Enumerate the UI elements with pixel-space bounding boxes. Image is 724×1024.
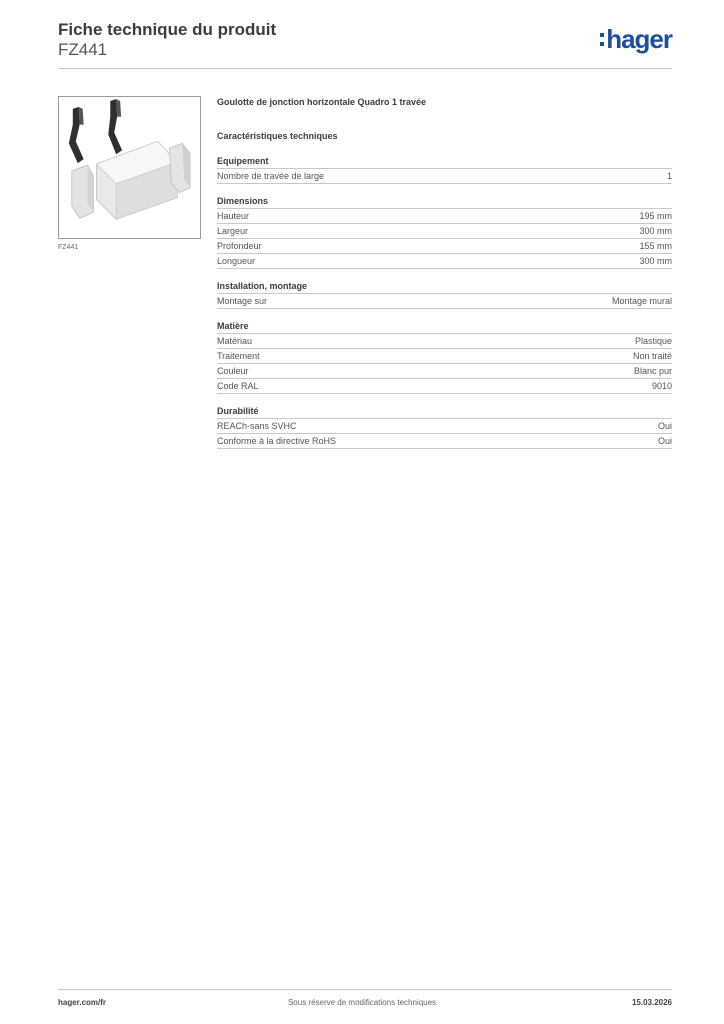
spec-row <box>217 253 672 269</box>
spec-value: 155 mm <box>639 241 672 251</box>
footer-date: 15.03.2026 <box>631 998 672 1007</box>
spec-label: Couleur <box>217 366 249 376</box>
spec-row <box>217 418 672 433</box>
spec-value: Oui <box>657 421 672 431</box>
image-caption: FZ441 <box>58 244 79 251</box>
spec-row <box>217 168 672 184</box>
spec-group-durabilite <box>217 405 672 449</box>
spec-row <box>217 238 672 253</box>
group-title: Installation, montage <box>217 281 308 291</box>
spec-label: Montage sur <box>217 296 268 306</box>
spec-value: Oui <box>657 436 672 446</box>
spec-group-dimensions <box>217 195 672 269</box>
spec-value: 9010 <box>651 381 672 391</box>
spec-row <box>217 208 672 223</box>
spec-row <box>217 223 672 238</box>
spec-row <box>217 348 672 363</box>
spec-value: 195 mm <box>639 211 672 221</box>
spec-group-equipement <box>217 155 672 184</box>
spec-value: 300 mm <box>639 256 672 266</box>
spec-value: Plastique <box>634 336 672 346</box>
cable-trunking-junction-illustration <box>59 97 200 238</box>
footer-disclaimer: Sous réserve de modifications techniques <box>287 998 437 1007</box>
spec-group-matiere <box>217 320 672 394</box>
spec-label: Matériau <box>217 336 253 346</box>
spec-label: Longueur <box>217 256 256 266</box>
spec-row <box>217 293 672 309</box>
logo-wordmark: hager <box>606 24 672 54</box>
group-title: Equipement <box>217 156 269 166</box>
spec-label: REACh-sans SVHC <box>217 421 297 431</box>
product-image <box>58 96 201 239</box>
spec-value: 300 mm <box>639 226 672 236</box>
group-title: Dimensions <box>217 196 269 206</box>
spec-group-installation <box>217 280 672 309</box>
document-title: Fiche technique du produit <box>58 20 277 39</box>
group-title: Durabilité <box>217 406 259 416</box>
spec-value: Non traité <box>632 351 672 361</box>
spec-row <box>217 333 672 348</box>
spec-label: Code RAL <box>217 381 259 391</box>
spec-label: Conforme à la directive RoHS <box>217 436 337 446</box>
product-code: FZ441 <box>58 40 108 59</box>
spec-row <box>217 433 672 449</box>
spec-value: Blanc pur <box>633 366 672 376</box>
group-title: Matière <box>217 321 249 331</box>
logo-colon-icon <box>600 33 604 51</box>
spec-label: Largeur <box>217 226 249 236</box>
header-divider <box>58 68 672 69</box>
spec-label: Nombre de travée de large <box>217 171 325 181</box>
spec-label: Traitement <box>217 351 260 361</box>
spec-row <box>217 378 672 394</box>
spec-label: Hauteur <box>217 211 250 221</box>
hager-logo[interactable] <box>600 26 672 52</box>
specs-heading: Caractéristiques techniques <box>217 131 338 141</box>
specifications-section <box>217 95 672 460</box>
footer-website-link[interactable]: hager.com/fr <box>58 998 107 1007</box>
product-name: Goulotte de jonction horizontale Quadro 1 travée <box>217 97 427 107</box>
footer-divider <box>58 989 672 990</box>
spec-row <box>217 363 672 378</box>
spec-value: 1 <box>666 171 672 181</box>
spec-label: Profondeur <box>217 241 262 251</box>
spec-value: Montage mural <box>611 296 672 306</box>
